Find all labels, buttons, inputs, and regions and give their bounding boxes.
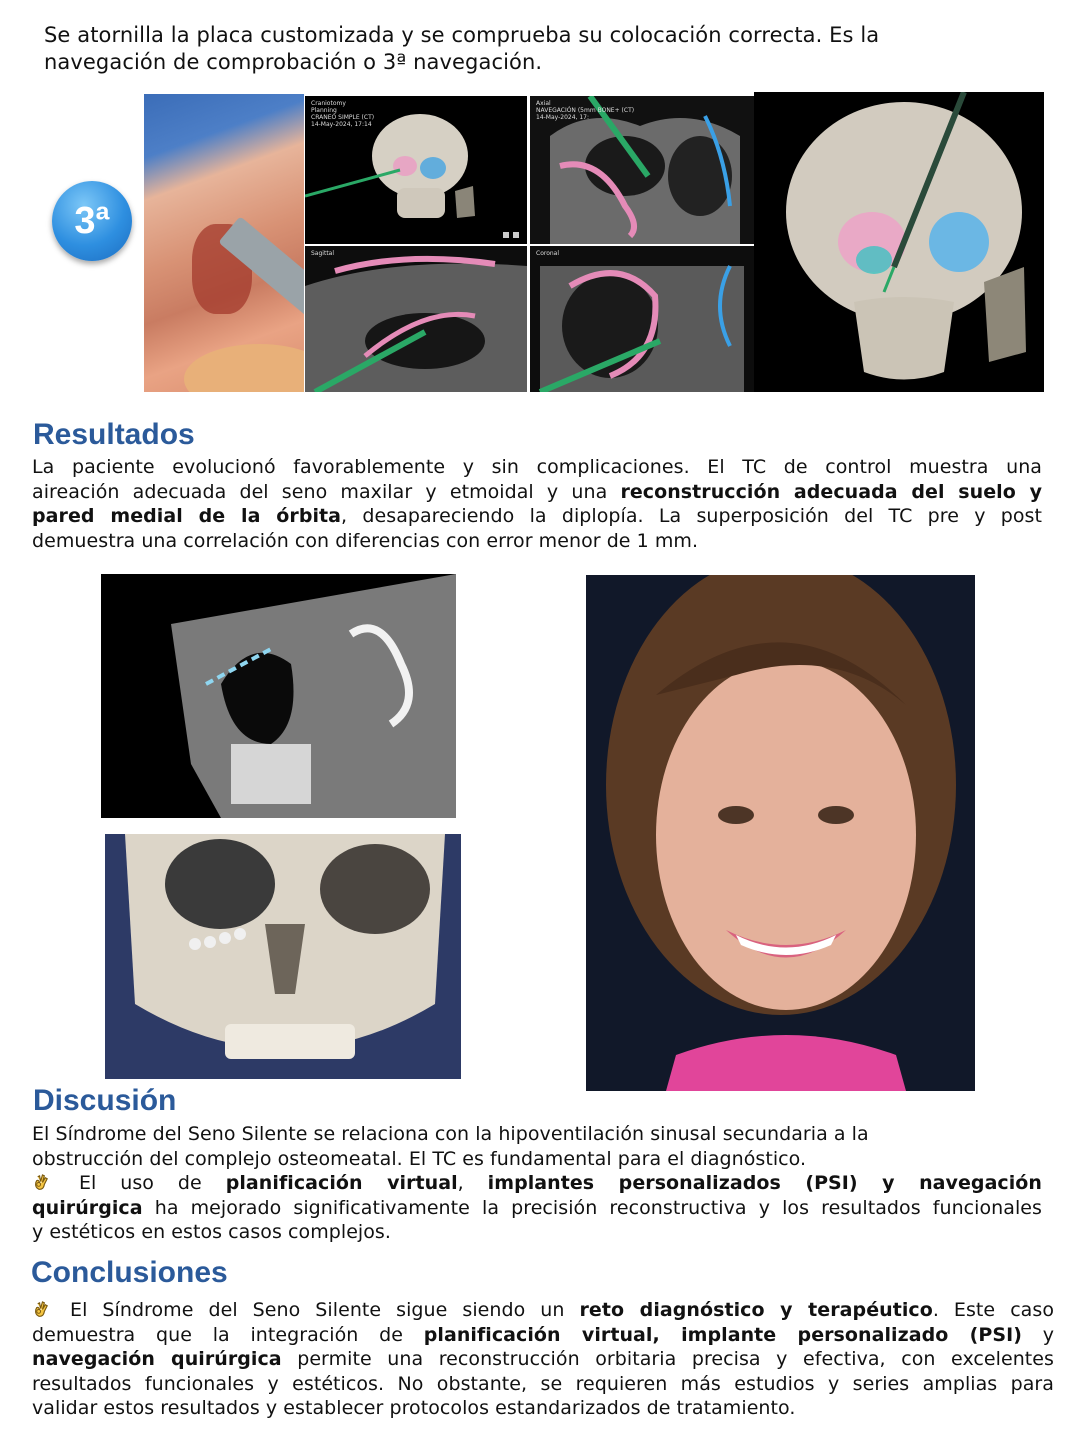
discusion-line-3-c: , bbox=[457, 1172, 488, 1194]
conclusiones-line-3-a: navegación quirúrgica bbox=[32, 1348, 282, 1370]
ct-axial-view bbox=[530, 96, 754, 244]
discusion-line-5: y estéticos en estos casos complejos. bbox=[32, 1221, 391, 1243]
resultados-line-2 bbox=[32, 480, 1042, 505]
conclusiones-line-1-a: El Síndrome del Seno Silente sigue siendo un bbox=[55, 1299, 580, 1321]
discusion-line-4-a: quirúrgica bbox=[32, 1196, 143, 1219]
resultados-paragraph bbox=[32, 455, 1042, 553]
conclusiones-line-2-b: planificación virtual, implante personalizado (PSI) bbox=[423, 1323, 1022, 1346]
patient-postop-portrait bbox=[586, 575, 975, 1091]
conclusiones-paragraph bbox=[32, 1298, 1054, 1421]
conclusiones-line-3-b: permite una reconstrucción orbitaria precisa y efectiva, con excelentes bbox=[281, 1348, 1054, 1370]
discusion-line-4 bbox=[32, 1196, 1042, 1221]
ct-sagittal-label: Sagittal bbox=[311, 250, 335, 257]
resultados-line-2-bold: reconstrucción adecuada del suelo y bbox=[620, 480, 1043, 503]
ct-3d-planning-view bbox=[305, 96, 527, 244]
discusion-line-2: obstrucción del complejo osteomeatal. El TC es fundamental para el diagnóstico. bbox=[32, 1147, 807, 1170]
conclusiones-line-2 bbox=[32, 1323, 1054, 1348]
surgery-photo bbox=[144, 94, 304, 392]
ct-coronal-label: Coronal bbox=[536, 250, 560, 257]
discusion-line-4-b: ha mejorado significativamente la precisión reconstructiva y los resultados funcionales bbox=[142, 1196, 1042, 1219]
conclusiones-line-1-b: reto diagnóstico y terapéutico bbox=[579, 1299, 933, 1321]
discusion-line-3-b: planificación virtual bbox=[225, 1172, 458, 1194]
discusion-line-3 bbox=[32, 1171, 1042, 1196]
intro-line-1: Se atornilla la placa customizada y se comprueba su colocación correcta. Es la bbox=[44, 23, 880, 47]
conclusiones-line-1-c: . Este caso bbox=[932, 1299, 1055, 1321]
discusion-line-3-a: El uso de bbox=[55, 1172, 226, 1194]
resultados-heading: Resultados bbox=[33, 418, 195, 451]
ct-sagittal-view bbox=[305, 246, 527, 392]
resultados-line-1: La paciente evolucionó favorablemente y sin complicaciones. El TC de control muestra una bbox=[32, 456, 1042, 478]
discusion-heading: Discusión bbox=[33, 1084, 177, 1117]
third-navigation-badge: 3ª bbox=[52, 181, 132, 261]
ok-hand-icon bbox=[32, 1300, 51, 1319]
ct-axial-label: Axial NAVEGACIÓN (5mm BONE+ (CT) 14-May-2024, 17: bbox=[536, 100, 635, 121]
conclusiones-line-4: resultados funcionales y estéticos. No obstante, se requieren más estudios y series amplias para bbox=[32, 1372, 1054, 1395]
intro-text bbox=[44, 22, 1004, 76]
ok-hand-icon bbox=[32, 1173, 51, 1192]
resultados-line-3 bbox=[32, 504, 1042, 529]
conclusiones-line-2-a: demuestra que la integración de bbox=[32, 1323, 424, 1346]
conclusiones-heading: Conclusiones bbox=[31, 1256, 228, 1289]
resultados-line-3-text: , desapareciendo la diplopía. La superposición del TC pre y post bbox=[341, 505, 1042, 527]
resultados-line-2-text: aireación adecuada del seno maxilar y etmoidal y una bbox=[32, 480, 621, 503]
discusion-line-1: El Síndrome del Seno Silente se relaciona con la hipoventilación sinusal secundaria a la bbox=[32, 1123, 869, 1145]
conclusiones-line-3 bbox=[32, 1347, 1054, 1372]
intro-line-2: navegación de comprobación o 3ª navegación. bbox=[44, 50, 543, 74]
ct-coronal-view bbox=[530, 246, 754, 392]
resultados-line-3-bold: pared medial de la órbita bbox=[32, 505, 342, 527]
conclusiones-line-2-c: y bbox=[1021, 1323, 1055, 1346]
ct-3d-label: Craniotomy Planning CRANEO SIMPLE (CT) 14-May-2024, 17:14 bbox=[311, 100, 375, 128]
conclusiones-line-5: validar estos resultados y establecer protocolos estandarizados de tratamiento. bbox=[32, 1397, 796, 1419]
postop-ct-image bbox=[101, 574, 456, 818]
skull-3d-navigation-view bbox=[754, 92, 1044, 392]
discusion-paragraph bbox=[32, 1122, 1042, 1245]
postop-3d-skull-image bbox=[105, 834, 461, 1079]
conclusiones-line-1 bbox=[32, 1298, 1054, 1323]
discusion-line-3-d: implantes personalizados (PSI) y navegación bbox=[487, 1172, 1042, 1194]
resultados-line-4: demuestra una correlación con diferencias con error menor de 1 mm. bbox=[32, 529, 699, 552]
